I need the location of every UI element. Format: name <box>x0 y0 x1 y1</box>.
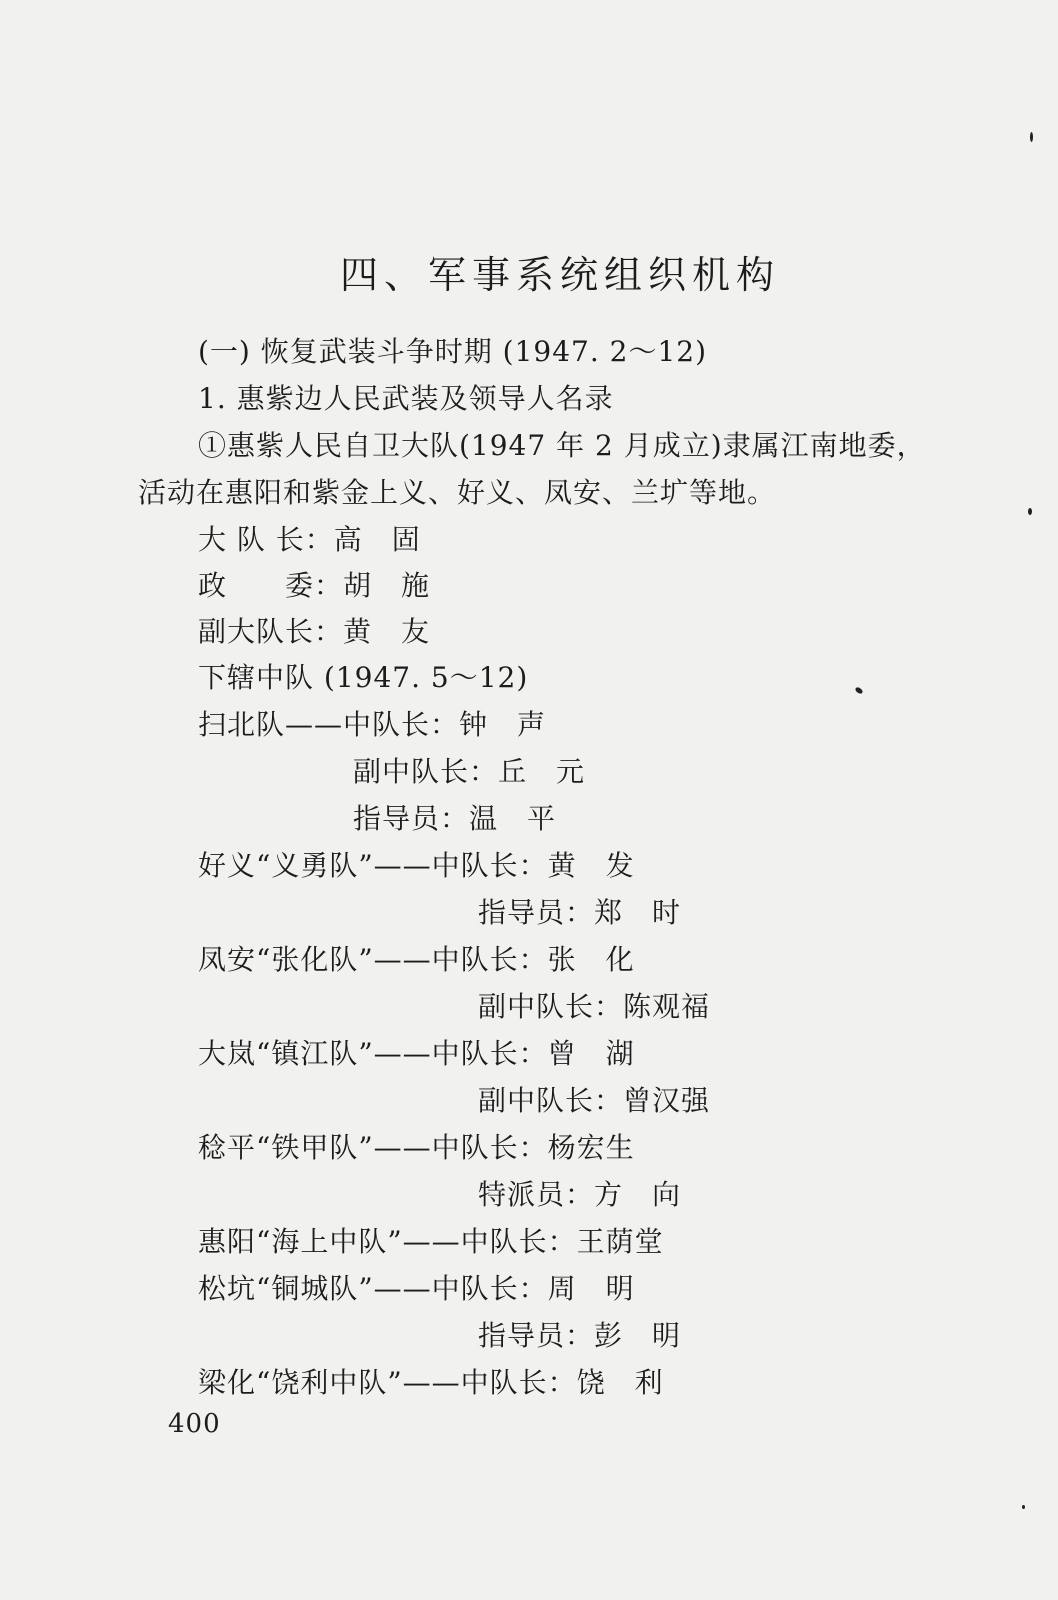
leader-line: 副大队长：黄 友 <box>198 615 431 648</box>
unit-line: 副中队长：曾汉强 <box>478 1084 711 1117</box>
unit-line: 指导员：温 平 <box>353 802 557 835</box>
unit-line: 松坑“铜城队”——中队长：周 明 <box>198 1272 635 1305</box>
paragraph-line: 活动在惠阳和紫金上义、好义、凤安、兰圹等地。 <box>138 476 777 509</box>
unit-line: 副中队长：丘 元 <box>353 755 586 788</box>
leader-line: 政 委：胡 施 <box>198 569 431 602</box>
subsection-heading: 1. 惠紫边人民武装及领导人名录 <box>198 382 614 415</box>
unit-line: 凤安“张化队”——中队长：张 化 <box>198 943 635 976</box>
unit-line: 指导员：彭 明 <box>478 1319 682 1352</box>
paragraph-line: ①惠紫人民自卫大队(1947 年 2 月成立)隶属江南地委， <box>198 429 926 462</box>
unit-line: 扫北队——中队长：钟 声 <box>198 708 547 741</box>
page-number: 400 <box>168 1409 221 1439</box>
unit-line: 梁化“饶利中队”——中队长：饶 利 <box>198 1366 664 1399</box>
subunits-heading: 下辖中队 (1947. 5～12) <box>198 661 529 694</box>
unit-line: 大岚“镇江队”——中队长：曾 湖 <box>198 1037 635 1070</box>
section-heading: (一) 恢复武装斗争时期 (1947. 2～12) <box>198 335 707 368</box>
unit-line: 指导员：郑 时 <box>478 896 682 929</box>
unit-line: 好义“义勇队”——中队长：黄 发 <box>198 849 635 882</box>
scan-speck <box>1022 1505 1025 1509</box>
chapter-title: 四、军事系统组织机构 <box>340 253 781 297</box>
scan-speck <box>1030 132 1033 142</box>
leader-line: 大 队 长：高 固 <box>198 523 421 556</box>
scan-speck <box>854 686 863 695</box>
unit-line: 惠阳“海上中队”——中队长：王荫堂 <box>198 1225 664 1258</box>
unit-line: 副中队长：陈观福 <box>478 990 711 1023</box>
unit-line: 特派员：方 向 <box>478 1178 682 1211</box>
scan-speck <box>1028 508 1032 515</box>
unit-line: 稔平“铁甲队”——中队长：杨宏生 <box>198 1131 635 1164</box>
